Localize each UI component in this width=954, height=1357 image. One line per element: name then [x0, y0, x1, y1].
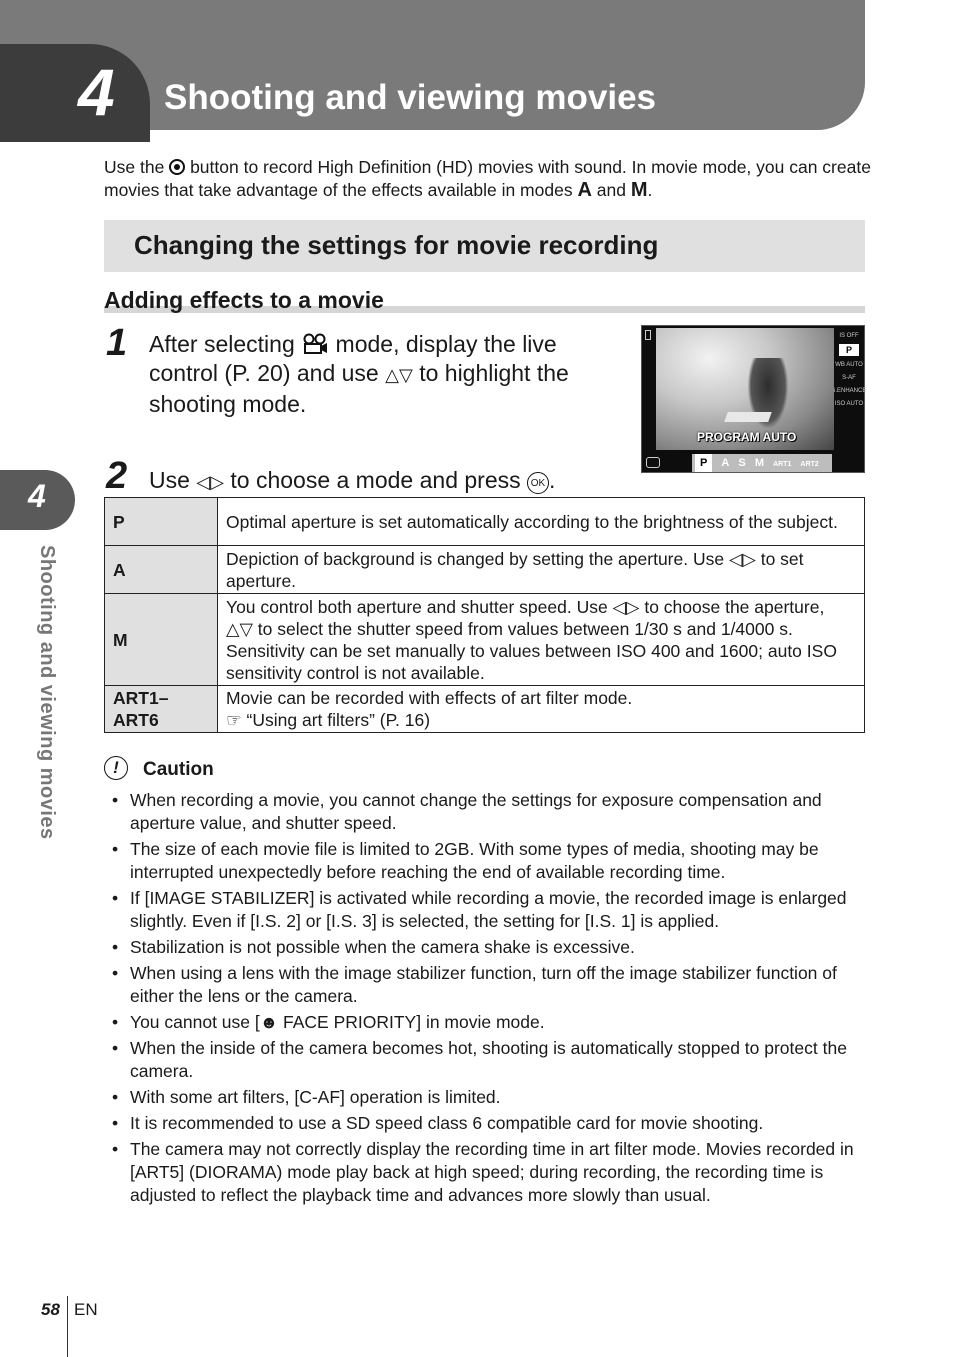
- iso-setting: ISO AUTO: [834, 401, 864, 407]
- row-desc: Depiction of background is changed by setting the aperture. Use ◁▷ to set aperture.: [218, 546, 865, 594]
- list-item: • With some art filters, [C-AF] operation is limited.: [112, 1086, 872, 1109]
- movie-mode-icon: [301, 333, 329, 355]
- intro-end: .: [647, 180, 653, 200]
- list-item: • It is recommended to use a SD speed class 6 compatible card for movie shooting.: [112, 1112, 872, 1135]
- step-2-text-b: to choose a mode and press: [230, 467, 521, 493]
- row-desc-cell: [218, 686, 865, 733]
- caution-title: Caution: [143, 759, 214, 780]
- step-2-end: .: [549, 467, 556, 493]
- mode-m: M: [754, 457, 764, 469]
- intro-and: and: [596, 180, 626, 200]
- camera-side-menu: [834, 330, 867, 411]
- row-desc: You control both aperture and shutter speed. Use ◁▷ to choose the aperture, △▽ to select the shutter speed from values between 1/30 s and 1/4000 s. Sensitivity can be set manually to values between ISO 400 and 1600; auto ISO sensitivity control is not available.: [218, 594, 865, 686]
- table-row: [105, 686, 865, 733]
- side-tab-number: 4: [28, 478, 46, 514]
- down-arrow-icon: ▽: [398, 365, 413, 385]
- chapter-title: Shooting and viewing movies: [164, 78, 656, 117]
- row-desc: Optimal aperture is set automatically according to the brightness of the subject.: [218, 498, 865, 546]
- intro-text-1: Use the: [104, 157, 165, 177]
- step-1-text: [149, 330, 619, 419]
- row-key: ART1– ART6: [105, 686, 218, 733]
- mode-s: S: [738, 457, 746, 469]
- step-1-text-a: After selecting: [149, 331, 295, 357]
- row-key: P: [105, 498, 218, 546]
- chapter-number: 4: [78, 55, 115, 129]
- mode-label-program-auto: PROGRAM AUTO: [697, 430, 797, 444]
- step-2-text: [149, 466, 629, 497]
- list-item: • The size of each movie file is limited to 2GB. With some types of media, shooting may be interrupted unexpectedly before reaching the end of available recording time.: [112, 838, 872, 884]
- subsection-title: Adding effects to a movie: [104, 287, 384, 313]
- up-arrow-icon: △: [385, 365, 399, 385]
- list-item: • If [IMAGE STABILIZER] is activated while recording a movie, the recorded image is enlarged slightly. Even if [I.S. 2] or [I.S. 3] is selected, the setting for [I.S. 1] is applied.: [112, 887, 872, 933]
- mode-a: A: [721, 457, 730, 469]
- mode-m-label: M: [630, 179, 648, 201]
- movie-icon: [646, 457, 660, 468]
- table-row: [105, 546, 865, 594]
- table-row: [105, 594, 865, 686]
- row-desc: Movie can be recorded with effects of art filter mode.: [226, 688, 633, 708]
- camera-mode-strip: [692, 454, 832, 472]
- battery-icon: [645, 330, 651, 340]
- left-arrow-icon: ◁: [196, 472, 211, 492]
- list-item: • The camera may not correctly display the recording time in art filter mode. Movies recorded in [ART5] (DIORAMA) mode play back at high speed; during recording, the recording time is adjusted to reflect the playback time and advances more slowly than usual.: [112, 1138, 872, 1207]
- chapter-number-box: [0, 44, 150, 142]
- camera-live-control-screen: [641, 325, 865, 473]
- photo-book: [724, 412, 772, 422]
- right-arrow-icon: ▷: [210, 472, 224, 492]
- list-item: • When recording a movie, you cannot change the settings for exposure compensation and aperture value, and shutter speed.: [112, 789, 872, 835]
- caution-icon: !: [104, 756, 128, 780]
- step-1-text-c: to highlight the shooting mode.: [149, 360, 569, 417]
- wb-setting: WB AUTO: [835, 362, 863, 368]
- intro-paragraph: [104, 156, 874, 202]
- step-1-number: 1: [106, 322, 128, 364]
- caution-list: [112, 789, 872, 1210]
- list-item: • You cannot use [☻ FACE PRIORITY] in movie mode.: [112, 1011, 872, 1034]
- table-row: [105, 498, 865, 546]
- list-item: • Stabilization is not possible when the camera shake is excessive.: [112, 936, 872, 959]
- selected-mode-box: P: [839, 344, 859, 356]
- ok-button-icon: OK: [527, 472, 549, 494]
- page-number: 58: [41, 1300, 60, 1319]
- language-label: EN: [74, 1300, 98, 1319]
- side-tab-text: Shooting and viewing movies: [36, 545, 58, 840]
- section-title: Changing the settings for movie recording: [134, 230, 659, 260]
- step-2-text-a: Use: [149, 467, 190, 493]
- mode-table: [104, 497, 865, 733]
- row-reference: ☞ “Using art filters” (P. 16): [226, 710, 431, 730]
- record-button-icon: [169, 159, 185, 175]
- mode-art2: ART2: [800, 461, 819, 468]
- enhance-setting: i.ENHANCE: [834, 388, 867, 394]
- mode-p: P: [695, 454, 712, 472]
- list-item: • When using a lens with the image stabilizer function, turn off the image stabilizer function of either the lens or the camera.: [112, 962, 872, 1008]
- step-2-number: 2: [106, 455, 128, 497]
- step-1-text-b: mode, display the live control (P. 20) and use: [149, 331, 557, 386]
- footer-divider: [67, 1296, 68, 1357]
- is-setting: IS OFF: [839, 333, 859, 339]
- mode-a-label: A: [577, 179, 592, 201]
- af-setting: S-AF: [842, 375, 856, 381]
- row-key: M: [105, 594, 218, 686]
- mode-art1: ART1: [773, 461, 792, 468]
- list-item: • When the inside of the camera becomes hot, shooting is automatically stopped to protect the camera.: [112, 1037, 872, 1083]
- row-key: A: [105, 546, 218, 594]
- intro-text-2: button to record High Definition (HD) movies with sound. In movie mode, you can create movies that take advantage of the effects available in modes: [104, 157, 871, 200]
